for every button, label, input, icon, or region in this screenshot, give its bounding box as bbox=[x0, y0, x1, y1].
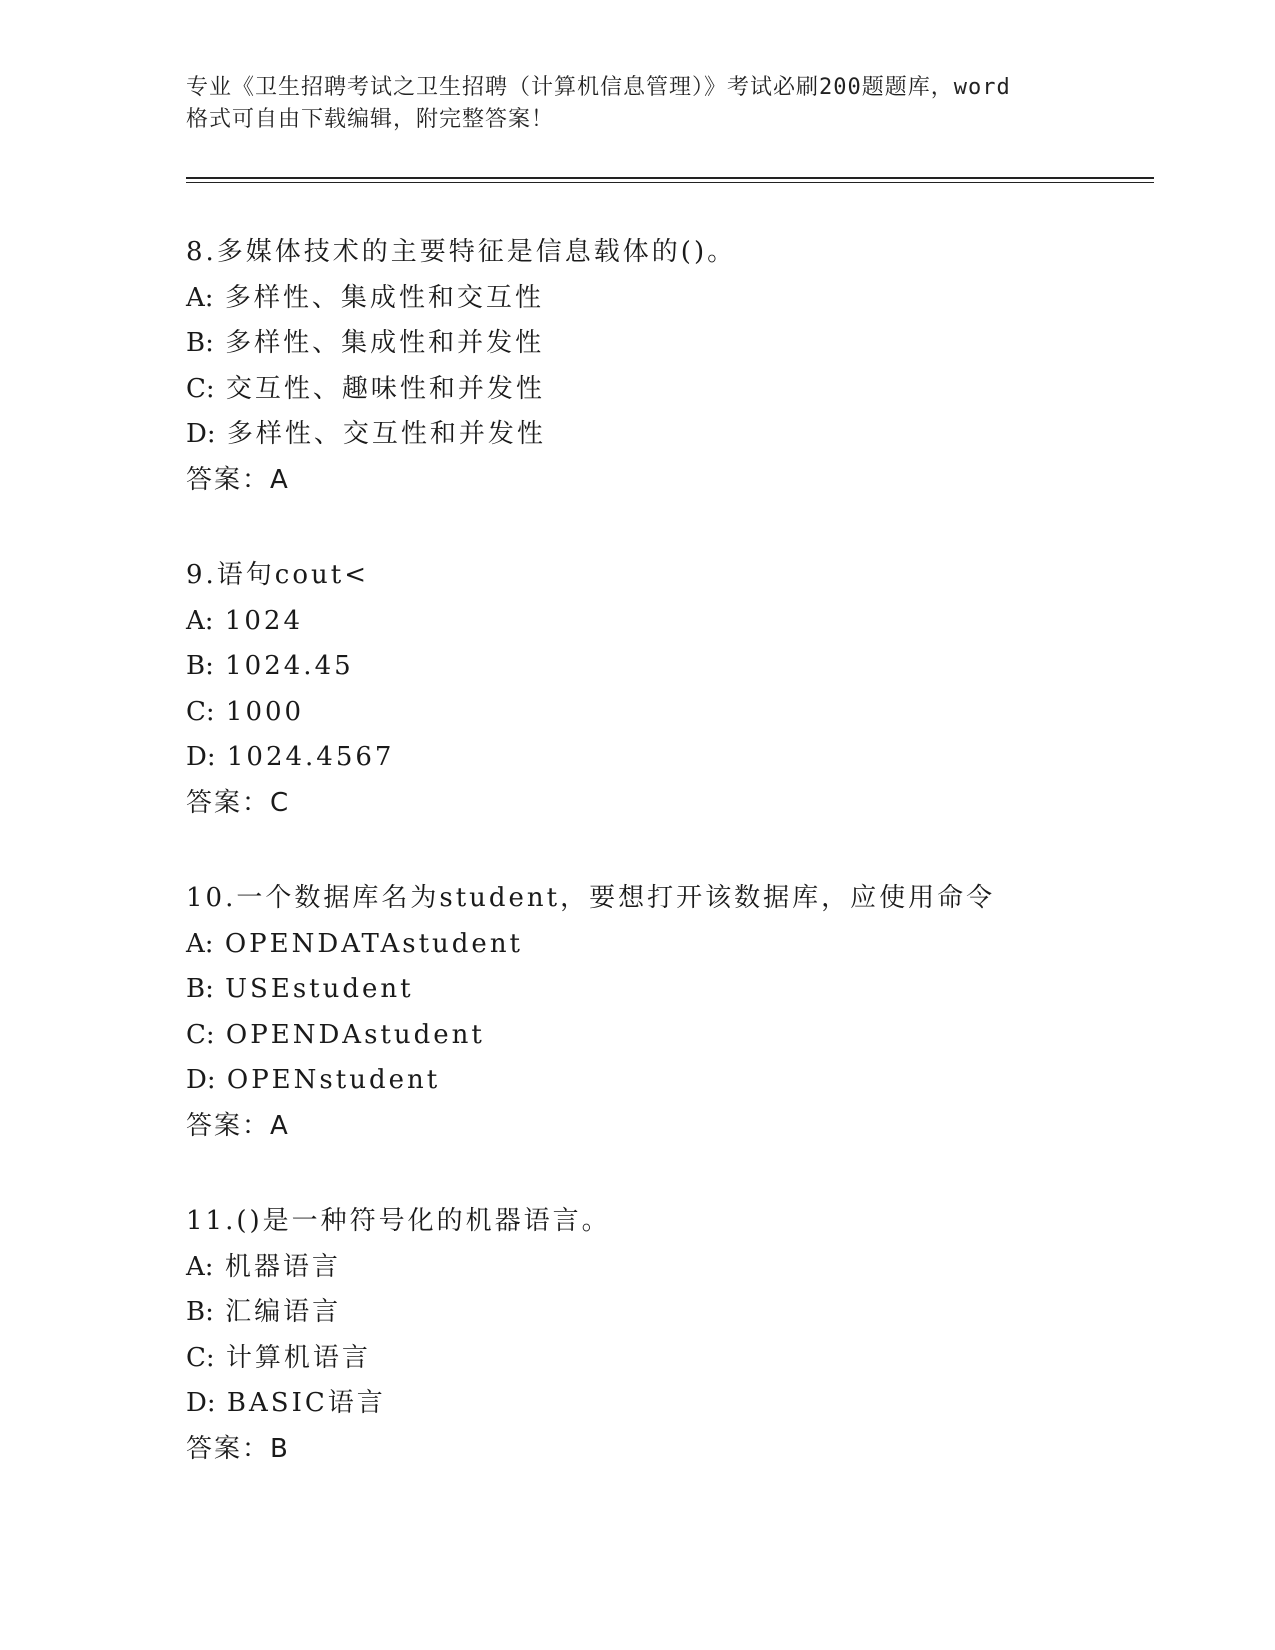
question-10 bbox=[186, 876, 1146, 1149]
option-c bbox=[186, 1336, 1146, 1382]
option-b bbox=[186, 1290, 1146, 1336]
option-text: BASIC语言 bbox=[226, 1388, 386, 1418]
option-a bbox=[186, 599, 1146, 645]
option-prefix: A: bbox=[186, 1251, 214, 1282]
option-text: 多样性、集成性和交互性 bbox=[224, 282, 544, 313]
option-prefix: A: bbox=[186, 282, 214, 313]
header-rule-thick bbox=[186, 177, 1154, 179]
header-line-1: 专业《卫生招聘考试之卫生招聘（计算机信息管理）》考试必刷200题题库，word bbox=[186, 75, 1011, 100]
question-stem: 10.一个数据库名为student，要想打开该数据库，应使用命令 bbox=[186, 883, 996, 913]
option-text: 计算机语言 bbox=[225, 1342, 371, 1373]
option-prefix: A: bbox=[186, 928, 214, 959]
option-text: 1024.4567 bbox=[226, 742, 395, 772]
question-stem: 9.语句cout< bbox=[186, 560, 370, 590]
option-a bbox=[186, 1245, 1146, 1291]
header-line-2: 格式可自由下载编辑，附完整答案！ bbox=[186, 107, 555, 132]
option-b bbox=[186, 321, 1146, 367]
option-c bbox=[186, 367, 1146, 413]
option-prefix: D: bbox=[186, 742, 216, 772]
option-text: 多样性、交互性和并发性 bbox=[226, 419, 546, 449]
option-b bbox=[186, 644, 1146, 690]
answer-label: 答案：B bbox=[186, 1433, 290, 1464]
question-stem: 8.多媒体技术的主要特征是信息载体的()。 bbox=[186, 237, 737, 267]
option-text: 交互性、趣味性和并发性 bbox=[225, 373, 545, 404]
option-text: 1000 bbox=[225, 696, 305, 727]
option-prefix: C: bbox=[186, 1019, 215, 1050]
question-stem: 11.()是一种符号化的机器语言。 bbox=[186, 1206, 611, 1236]
option-c bbox=[186, 1013, 1146, 1059]
option-text: 1024 bbox=[224, 605, 303, 636]
header-rule-thin bbox=[186, 182, 1154, 183]
document-header bbox=[186, 72, 1086, 136]
answer-label: 答案：C bbox=[186, 787, 291, 818]
option-d bbox=[186, 1058, 1146, 1104]
question-11 bbox=[186, 1199, 1146, 1472]
option-text: 多样性、集成性和并发性 bbox=[225, 328, 545, 358]
option-text: 1024.45 bbox=[225, 651, 354, 681]
option-text: OPENDATAstudent bbox=[224, 928, 524, 959]
option-prefix: C: bbox=[186, 1342, 215, 1373]
question-list bbox=[186, 230, 1146, 1522]
question-9 bbox=[186, 553, 1146, 826]
option-c bbox=[186, 690, 1146, 736]
option-text: 汇编语言 bbox=[225, 1297, 342, 1327]
option-prefix: B: bbox=[186, 651, 214, 681]
option-text: 机器语言 bbox=[224, 1251, 341, 1282]
option-text: OPENstudent bbox=[226, 1065, 441, 1095]
option-text: OPENDAstudent bbox=[225, 1019, 485, 1050]
option-a bbox=[186, 922, 1146, 968]
option-d bbox=[186, 1381, 1146, 1427]
question-8 bbox=[186, 230, 1146, 503]
option-d bbox=[186, 735, 1146, 781]
option-prefix: B: bbox=[186, 1297, 214, 1327]
answer-label: 答案：A bbox=[186, 1110, 290, 1141]
option-prefix: C: bbox=[186, 696, 215, 727]
option-prefix: D: bbox=[186, 1065, 216, 1095]
option-prefix: D: bbox=[186, 419, 216, 449]
option-d bbox=[186, 412, 1146, 458]
answer-label: 答案：A bbox=[186, 464, 290, 495]
option-prefix: A: bbox=[186, 605, 214, 636]
option-prefix: B: bbox=[186, 974, 214, 1004]
option-prefix: C: bbox=[186, 373, 215, 404]
option-prefix: D: bbox=[186, 1388, 216, 1418]
option-b bbox=[186, 967, 1146, 1013]
option-text: USEstudent bbox=[225, 974, 414, 1004]
option-a bbox=[186, 276, 1146, 322]
option-prefix: B: bbox=[186, 328, 214, 358]
